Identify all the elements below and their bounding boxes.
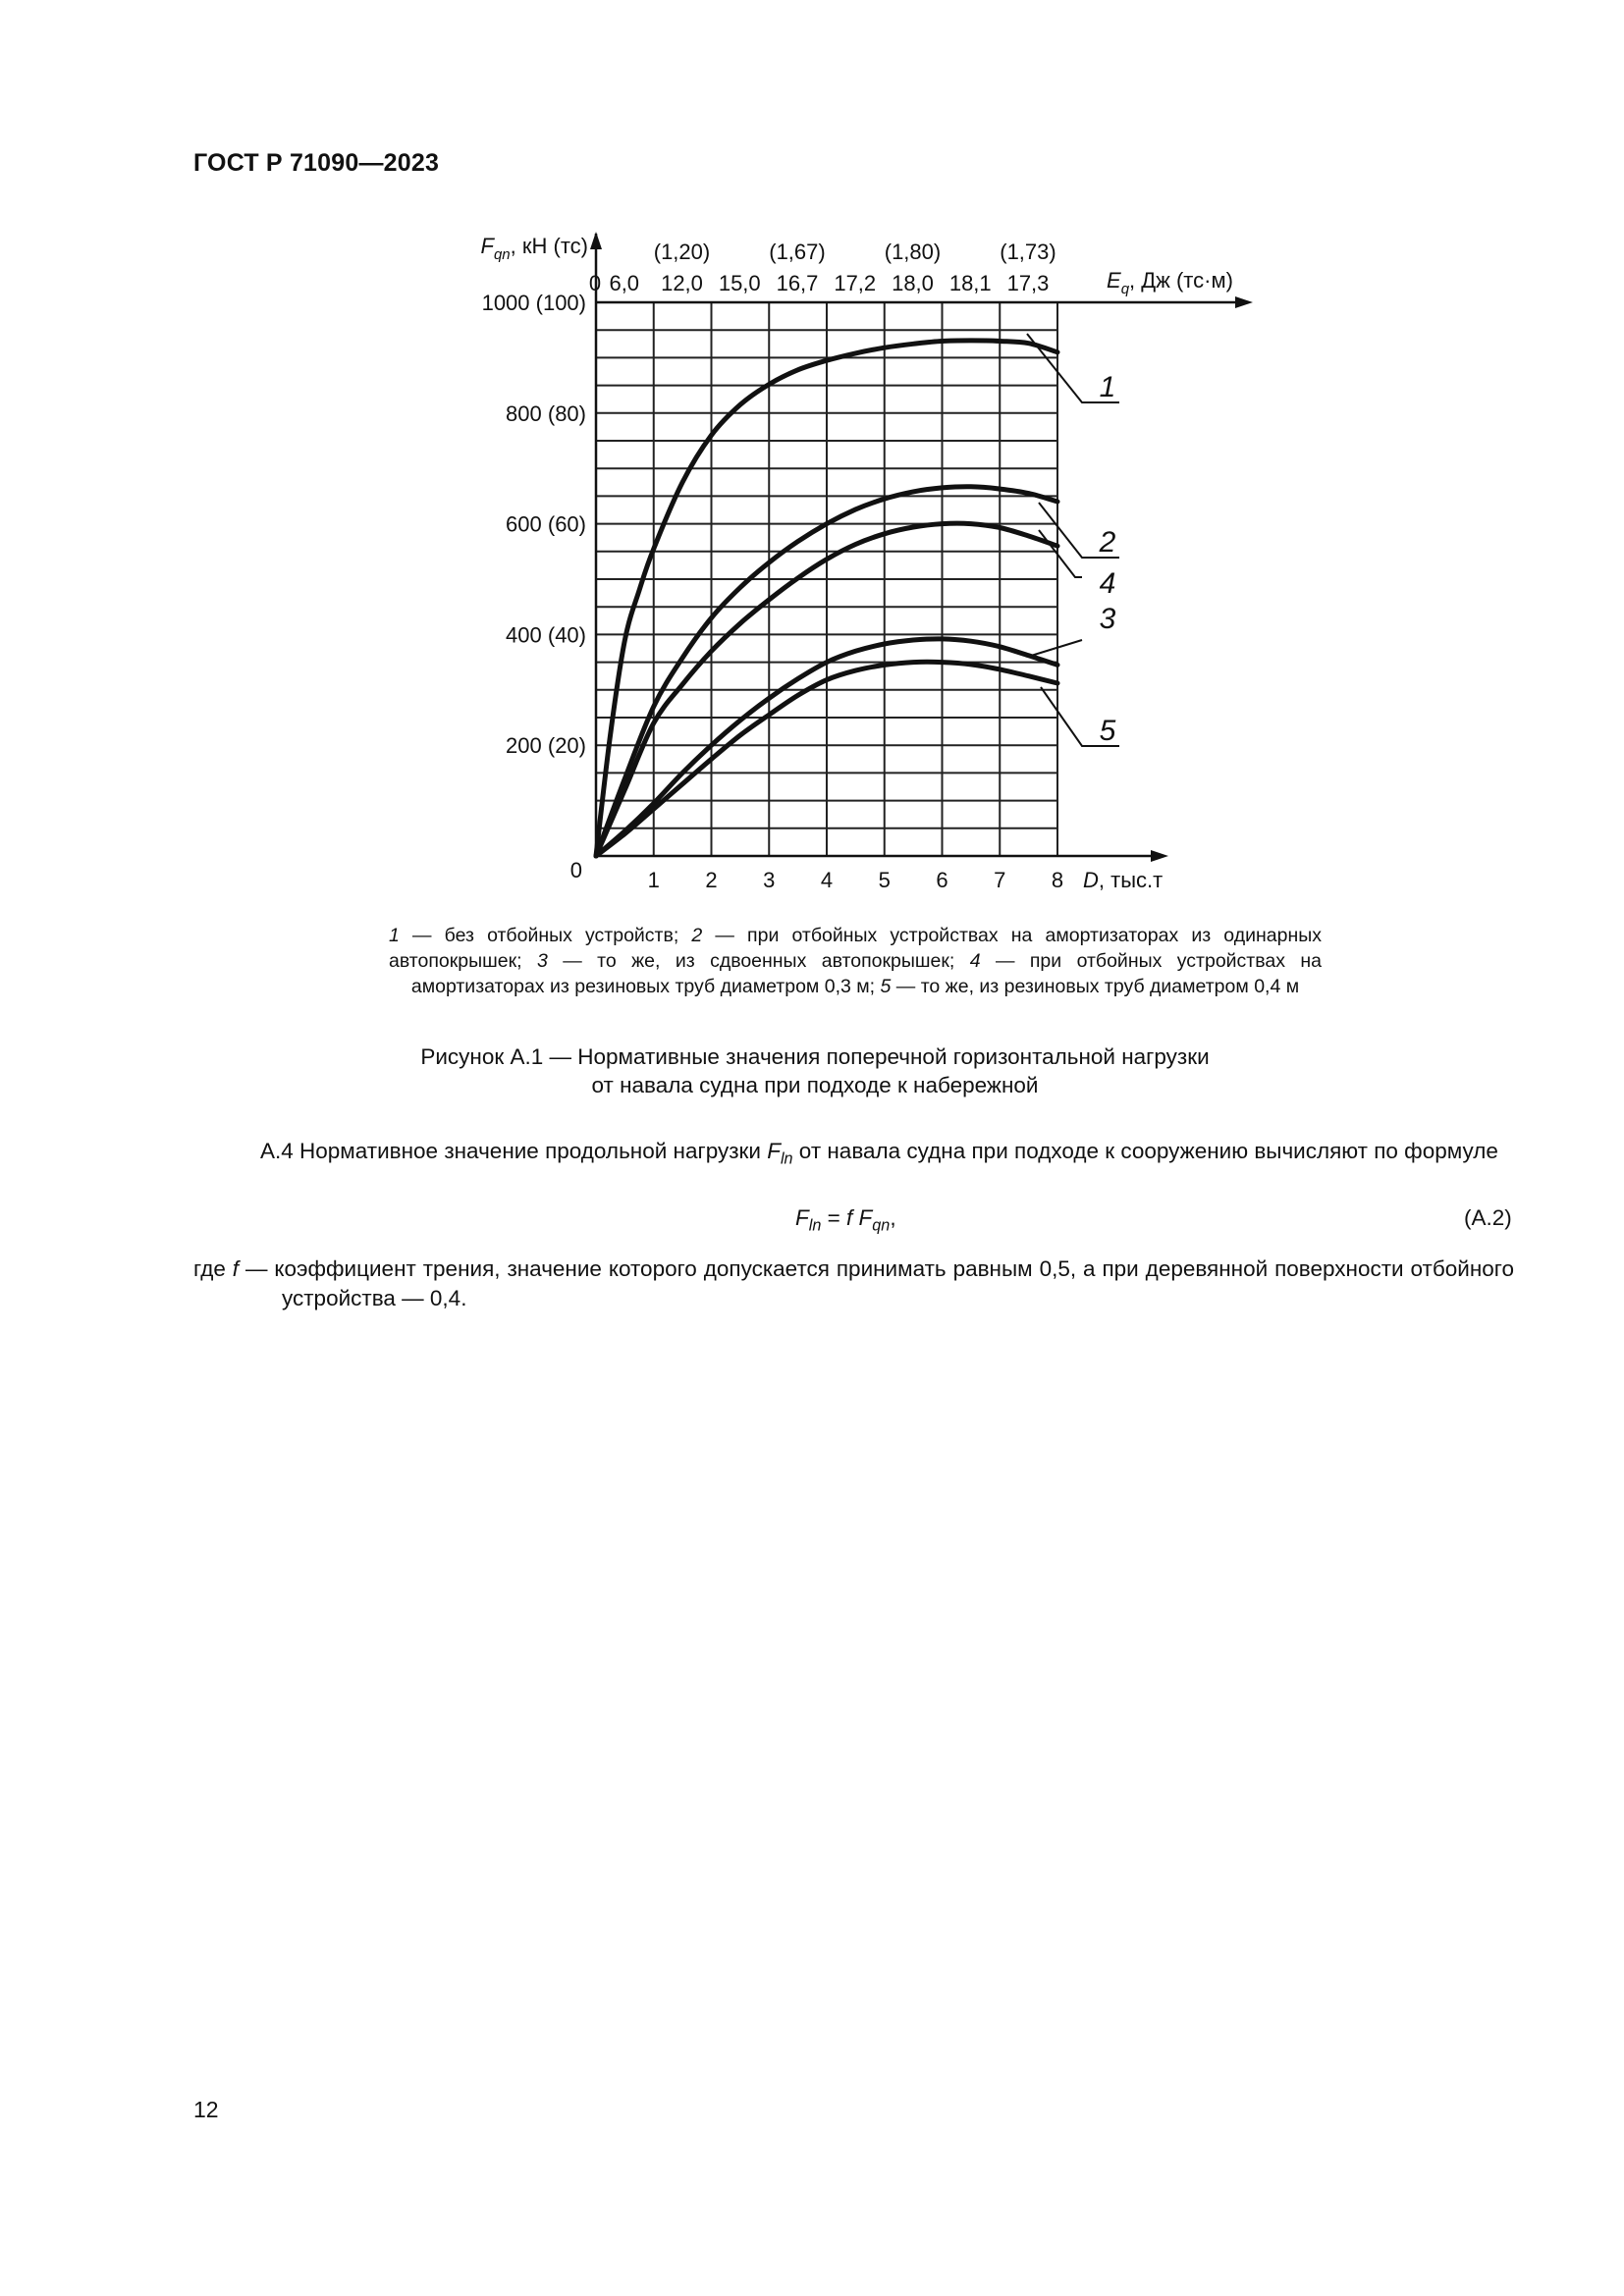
y-tick-label: 0 (569, 858, 582, 882)
paragraph-lead: А.4 Нормативное значение продольной нагрузки (260, 1139, 768, 1163)
top-axis-bracket-value: (1,20) (653, 240, 711, 264)
formula-rhs: F (858, 1205, 873, 1230)
formula-lhs: F (795, 1205, 809, 1230)
x-tick-label: 2 (705, 868, 718, 892)
y-tick-label: 200 (20) (506, 733, 586, 759)
figure-legend (389, 923, 1322, 999)
x-tick-label: 8 (1051, 868, 1064, 892)
x-tick-label: 7 (994, 868, 1006, 892)
legend-num-5: 5 (880, 976, 892, 997)
top-axis-arrow (1235, 296, 1253, 308)
legend-num-4: 4 (969, 950, 981, 972)
where-lead: где (193, 1256, 233, 1281)
top-axis-bracket-value: (1,73) (1000, 240, 1056, 264)
y-axis-title: $F_{qn}$, кН (тс) (480, 234, 588, 263)
top-axis-value: 0 (588, 271, 602, 295)
top-axis-value: 6,0 (609, 271, 640, 295)
series-label-2: 2 (1099, 526, 1116, 559)
x-axis-title: D, тыс.т (1083, 868, 1164, 892)
legend-num-2: 2 (691, 925, 703, 946)
paragraph-symbol: F (767, 1139, 781, 1163)
x-tick-label: 3 (763, 868, 776, 892)
leader-line-4 (1039, 530, 1082, 577)
top-axis-value: 16,7 (776, 271, 819, 295)
formula-f: f (846, 1205, 853, 1230)
chart-grid (596, 302, 1057, 856)
legend-text-5: — то же, из резиновых труб диаметром 0,4 м (891, 976, 1300, 997)
x-tick-label: 6 (936, 868, 948, 892)
top-axis-value: 18,0 (892, 271, 934, 295)
top-axis-bracket-value: (1,67) (769, 240, 826, 264)
document-header: ГОСТ Р 71090—2023 (193, 149, 440, 177)
top-axis-value: 12,0 (661, 271, 703, 295)
where-text: — коэффициент трения, значение которого допускается принимать равным 0,5, а при деревянной поверхности отбойного устройства — 0,4. (239, 1256, 1514, 1310)
series-label-4: 4 (1099, 567, 1116, 600)
formula-lhs-sub: ln (808, 1216, 822, 1235)
x-tick-label: 5 (878, 868, 891, 892)
top-axis-value: 15,0 (718, 271, 761, 295)
paragraph-tail: от навала судна при подходе к сооружению вычисляют по формуле (792, 1139, 1498, 1163)
top-axis-value: 17,3 (1006, 271, 1050, 295)
formula-end: , (890, 1205, 896, 1230)
x-axis-arrow (1151, 850, 1168, 862)
figure-caption (324, 1042, 1306, 1099)
series-label-3: 3 (1099, 603, 1116, 635)
formula-rhs-sub: qn (872, 1216, 891, 1235)
paragraph-a4 (193, 1137, 1514, 1174)
legend-text-1: — без отбойных устройств; (399, 925, 692, 946)
formula-eq: = (821, 1205, 847, 1230)
legend-text-2: — при отбойных устройствах на амортизаторах из одинарных автопокрышек; (389, 925, 1322, 972)
top-axis-title: $E_q$, Дж (тс·м) (1107, 268, 1233, 297)
where-symbol: f (232, 1256, 240, 1281)
figure-a1-chart (0, 0, 1624, 923)
x-tick-label: 1 (647, 868, 660, 892)
y-tick-label: 1000 (100) (481, 291, 586, 315)
series-label-5: 5 (1099, 715, 1116, 747)
where-clause (193, 1255, 1514, 1313)
top-axis-value: 17,2 (834, 271, 877, 295)
caption-line-2: от навала судна при подходе к набережной (591, 1073, 1039, 1097)
top-axis-bracket-value: (1,80) (884, 240, 942, 264)
page-number: 12 (193, 2097, 219, 2122)
legend-num-3: 3 (536, 950, 548, 972)
axis-labels (481, 234, 1233, 892)
caption-line-1: Рисунок А.1 — Нормативные значения поперечной горизонтальной нагрузки (420, 1044, 1210, 1069)
formula-number: (А.2) (1464, 1205, 1512, 1230)
top-axis-value: 18,1 (948, 271, 992, 295)
y-tick-label: 400 (40) (506, 622, 586, 648)
legend-text-4: — при отбойных устройствах на амортизаторах из резиновых труб диаметром 0,3 м; (410, 950, 1322, 997)
series-label-1: 1 (1099, 371, 1116, 403)
x-tick-label: 4 (820, 868, 834, 892)
formula-a2 (795, 1205, 896, 1236)
y-tick-label: 800 (80) (506, 400, 586, 426)
legend-text-3: — то же, из сдвоенных автопокрышек; (547, 950, 970, 972)
paragraph-symbol-sub: ln (780, 1149, 793, 1168)
y-tick-label: 600 (60) (506, 511, 586, 537)
y-axis-arrow (590, 232, 602, 249)
legend-num-1: 1 (389, 925, 400, 946)
